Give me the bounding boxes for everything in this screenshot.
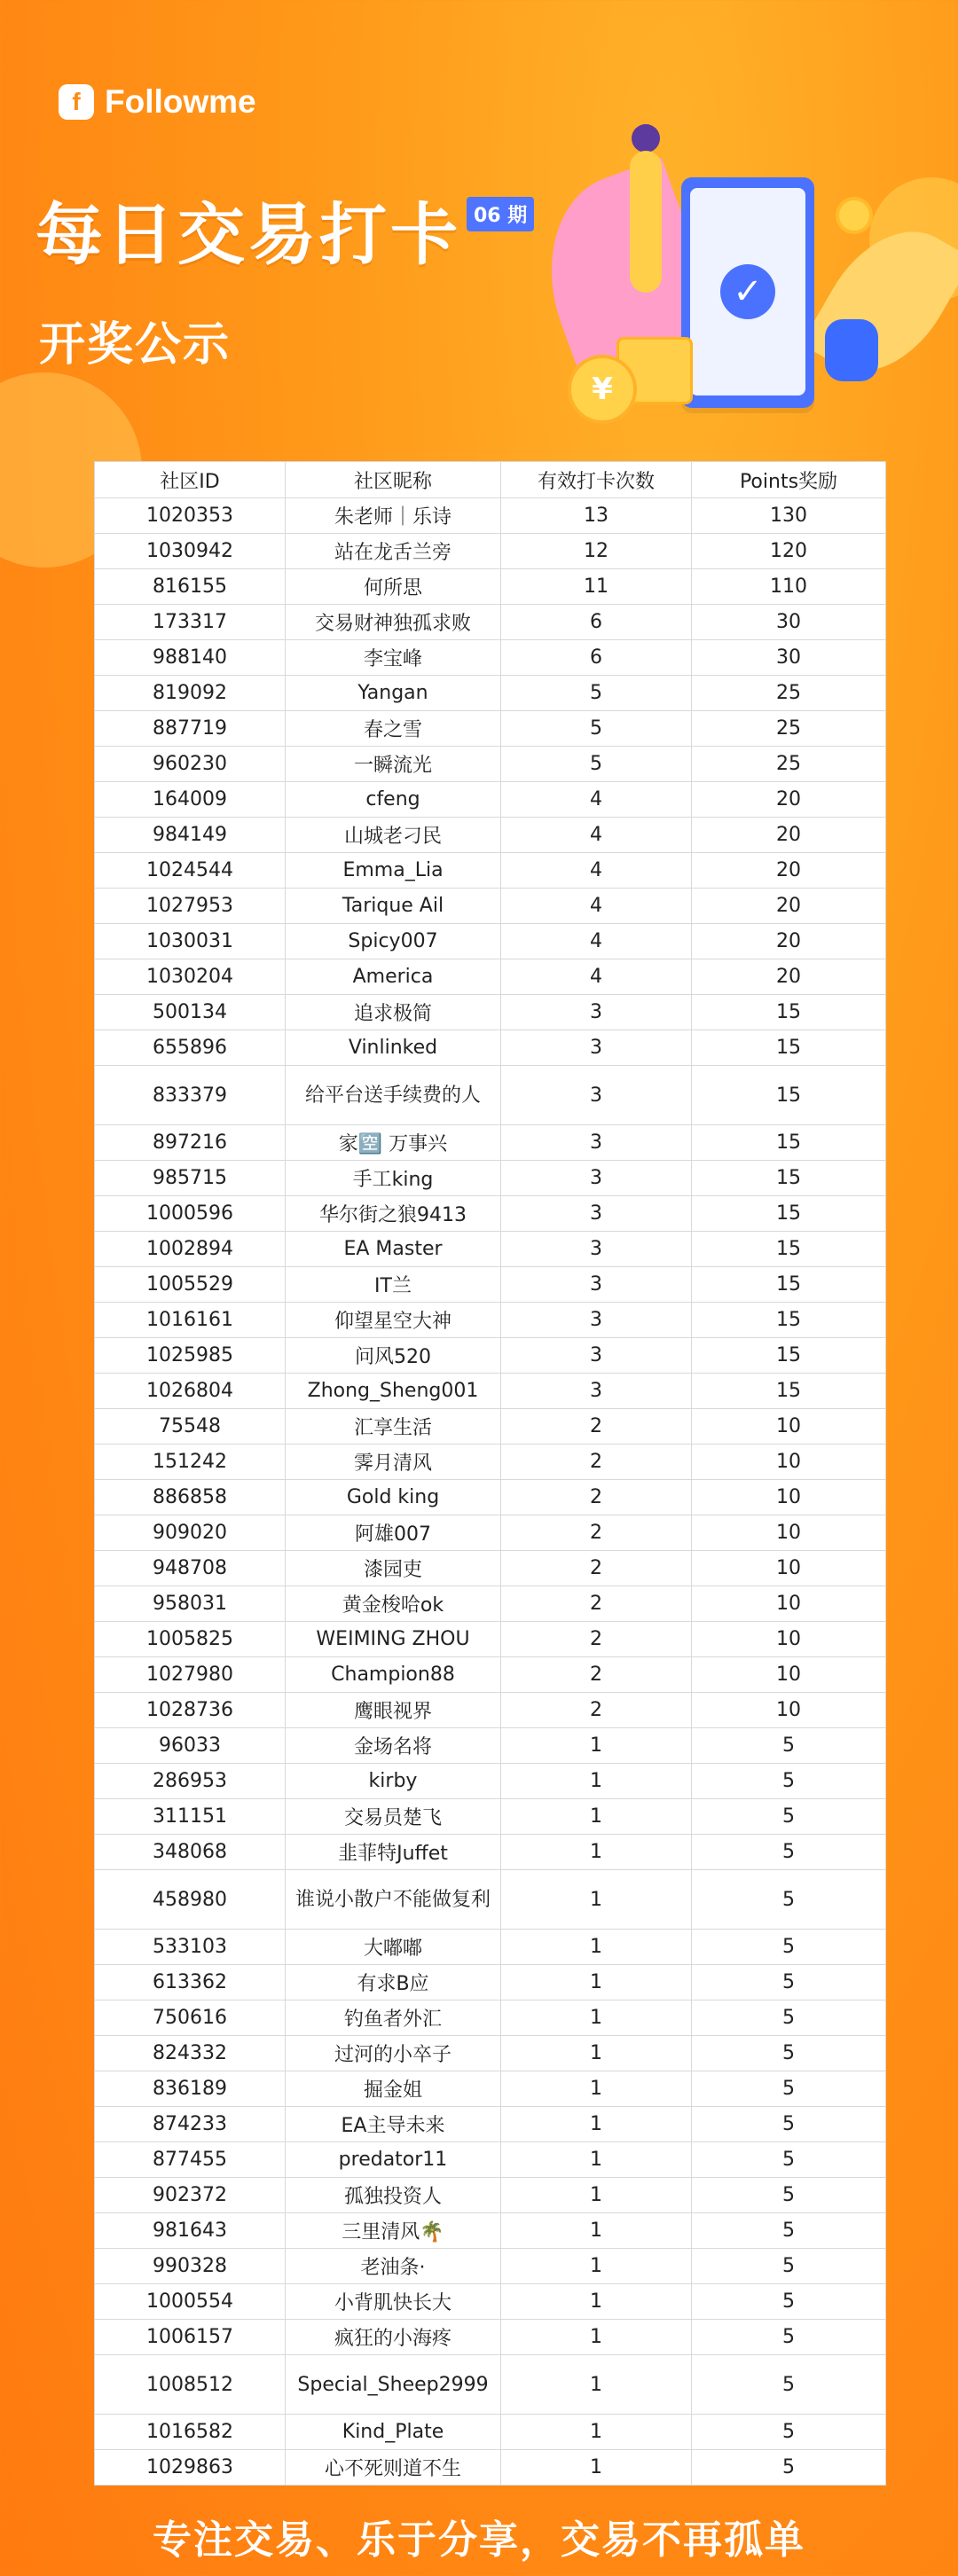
table-row — [95, 1480, 886, 1515]
cell-id: 1026804 — [95, 1374, 286, 1409]
cell-nickname: 手工king — [286, 1161, 501, 1196]
table-row — [95, 1030, 886, 1066]
cell-id: 990328 — [95, 2249, 286, 2284]
table-row — [95, 1586, 886, 1622]
cell-id: 1002894 — [95, 1232, 286, 1267]
cell-nickname: kirby — [286, 1764, 501, 1799]
cell-id: 500134 — [95, 995, 286, 1030]
cell-points: 130 — [692, 498, 886, 534]
cell-id: 1016161 — [95, 1303, 286, 1338]
table-row — [95, 1551, 886, 1586]
cell-points: 5 — [692, 1799, 886, 1835]
table-row — [95, 2415, 886, 2450]
cell-checkins: 1 — [501, 2249, 692, 2284]
table-row — [95, 1835, 886, 1870]
cell-points: 20 — [692, 889, 886, 924]
cell-nickname: WEIMING ZHOU — [286, 1622, 501, 1657]
table-row — [95, 889, 886, 924]
table-row — [95, 995, 886, 1030]
cell-points: 15 — [692, 1125, 886, 1161]
cell-points: 5 — [692, 2071, 886, 2107]
brand-name: Followme — [105, 83, 256, 120]
table-row — [95, 818, 886, 853]
cell-id: 1029863 — [95, 2450, 286, 2486]
cell-id: 981643 — [95, 2213, 286, 2249]
cell-points: 10 — [692, 1586, 886, 1622]
cell-nickname: 李宝峰 — [286, 640, 501, 676]
table-row — [95, 1870, 886, 1930]
table-row — [95, 1125, 886, 1161]
cell-points: 15 — [692, 1303, 886, 1338]
cell-nickname: 老油条· — [286, 2249, 501, 2284]
table-row — [95, 2213, 886, 2249]
cell-id: 833379 — [95, 1066, 286, 1125]
column-header-points: Points奖励 — [692, 462, 886, 498]
table-row — [95, 640, 886, 676]
cell-points: 10 — [692, 1445, 886, 1480]
table-row — [95, 2450, 886, 2486]
cell-checkins: 4 — [501, 959, 692, 995]
table-row — [95, 747, 886, 782]
cell-checkins: 4 — [501, 782, 692, 818]
table-row — [95, 2036, 886, 2071]
cell-nickname: 问风520 — [286, 1338, 501, 1374]
table-row — [95, 2320, 886, 2355]
cell-points: 15 — [692, 1338, 886, 1374]
cell-id: 819092 — [95, 676, 286, 711]
cell-nickname: 朱老师｜乐诗 — [286, 498, 501, 534]
winners-table — [94, 461, 885, 2486]
cell-nickname: 华尔街之狼9413 — [286, 1196, 501, 1232]
cell-checkins: 4 — [501, 889, 692, 924]
cell-points: 5 — [692, 2213, 886, 2249]
cell-checkins: 4 — [501, 818, 692, 853]
cell-nickname: Zhong_Sheng001 — [286, 1374, 501, 1409]
cell-id: 1024544 — [95, 853, 286, 889]
table-row — [95, 1196, 886, 1232]
table-row — [95, 534, 886, 569]
cell-nickname: 何所思 — [286, 569, 501, 605]
cell-id: 164009 — [95, 782, 286, 818]
cell-points: 20 — [692, 818, 886, 853]
cell-nickname: 有求B应 — [286, 1965, 501, 2001]
cell-checkins: 1 — [501, 2415, 692, 2450]
cell-id: 1030942 — [95, 534, 286, 569]
cell-checkins: 5 — [501, 711, 692, 747]
cell-nickname: 韭菲特Juffet — [286, 1835, 501, 1870]
phone-illustration — [681, 177, 814, 408]
cell-points: 10 — [692, 1622, 886, 1657]
cell-id: 96033 — [95, 1728, 286, 1764]
cell-points: 5 — [692, 2001, 886, 2036]
cell-nickname: Emma_Lia — [286, 853, 501, 889]
cell-checkins: 2 — [501, 1409, 692, 1445]
table-row — [95, 1066, 886, 1125]
cell-points: 20 — [692, 853, 886, 889]
cell-checkins: 13 — [501, 498, 692, 534]
cell-points: 5 — [692, 2036, 886, 2071]
table-row — [95, 959, 886, 995]
cell-id: 984149 — [95, 818, 286, 853]
cell-points: 20 — [692, 959, 886, 995]
cell-id: 655896 — [95, 1030, 286, 1066]
cell-nickname: 掘金姐 — [286, 2071, 501, 2107]
cell-checkins: 3 — [501, 1066, 692, 1125]
table-row — [95, 2107, 886, 2142]
table-row — [95, 2071, 886, 2107]
cell-points: 5 — [692, 2450, 886, 2486]
column-header-id: 社区ID — [95, 462, 286, 498]
table-row — [95, 711, 886, 747]
cell-nickname: 大嘟嘟 — [286, 1930, 501, 1965]
cell-id: 874233 — [95, 2107, 286, 2142]
cell-nickname: 漆园吏 — [286, 1551, 501, 1586]
cell-nickname: 疯狂的小海疼 — [286, 2320, 501, 2355]
cell-nickname: 交易财神独孤求败 — [286, 605, 501, 640]
cell-id: 348068 — [95, 1835, 286, 1870]
table-row — [95, 1930, 886, 1965]
cell-id: 1006157 — [95, 2320, 286, 2355]
cell-points: 15 — [692, 1066, 886, 1125]
cell-id: 960230 — [95, 747, 286, 782]
cell-checkins: 1 — [501, 1728, 692, 1764]
cell-id: 877455 — [95, 2142, 286, 2178]
cell-points: 25 — [692, 676, 886, 711]
cell-points: 10 — [692, 1480, 886, 1515]
cell-nickname: America — [286, 959, 501, 995]
cell-checkins: 11 — [501, 569, 692, 605]
table-row — [95, 1728, 886, 1764]
cell-points: 5 — [692, 1870, 886, 1930]
cell-nickname: Champion88 — [286, 1657, 501, 1693]
cell-checkins: 3 — [501, 1196, 692, 1232]
cell-checkins: 2 — [501, 1445, 692, 1480]
table-row — [95, 1409, 886, 1445]
column-header-checkins: 有效打卡次数 — [501, 462, 692, 498]
cell-nickname: 孤独投资人 — [286, 2178, 501, 2213]
cell-nickname: 阿雄007 — [286, 1515, 501, 1551]
table-row — [95, 1232, 886, 1267]
cell-points: 5 — [692, 1835, 886, 1870]
cell-checkins: 3 — [501, 1030, 692, 1066]
cell-nickname: Kind_Plate — [286, 2415, 501, 2450]
cell-nickname: cfeng — [286, 782, 501, 818]
cell-id: 1025985 — [95, 1338, 286, 1374]
cell-points: 15 — [692, 1267, 886, 1303]
page-subtitle: 开奖公示 — [39, 318, 232, 372]
cell-points: 5 — [692, 1965, 886, 2001]
cell-nickname: 黄金梭哈ok — [286, 1586, 501, 1622]
cell-checkins: 1 — [501, 1799, 692, 1835]
cell-id: 985715 — [95, 1161, 286, 1196]
cell-id: 836189 — [95, 2071, 286, 2107]
cell-points: 15 — [692, 995, 886, 1030]
column-header-nickname: 社区昵称 — [286, 462, 501, 498]
cell-checkins: 4 — [501, 924, 692, 959]
cell-points: 15 — [692, 1232, 886, 1267]
cell-nickname: 山城老刁民 — [286, 818, 501, 853]
cell-nickname: 金场名将 — [286, 1728, 501, 1764]
table-header-row — [95, 462, 886, 498]
cell-nickname: 一瞬流光 — [286, 747, 501, 782]
cell-points: 10 — [692, 1693, 886, 1728]
cell-nickname: Vinlinked — [286, 1030, 501, 1066]
cell-checkins: 2 — [501, 1551, 692, 1586]
cell-id: 1030031 — [95, 924, 286, 959]
cell-id: 988140 — [95, 640, 286, 676]
cell-id: 750616 — [95, 2001, 286, 2036]
cell-nickname: Yangan — [286, 676, 501, 711]
cell-id: 1005529 — [95, 1267, 286, 1303]
table-row — [95, 1338, 886, 1374]
cell-points: 10 — [692, 1551, 886, 1586]
cell-nickname: Special_Sheep2999 — [286, 2355, 501, 2415]
table-row — [95, 569, 886, 605]
person-head-illustration — [632, 124, 660, 153]
cell-points: 30 — [692, 640, 886, 676]
cell-nickname: 过河的小卒子 — [286, 2036, 501, 2071]
cell-nickname: 汇享生活 — [286, 1409, 501, 1445]
cell-nickname: 春之雪 — [286, 711, 501, 747]
cell-id: 824332 — [95, 2036, 286, 2071]
cell-id: 311151 — [95, 1799, 286, 1835]
table-row — [95, 2249, 886, 2284]
cell-id: 458980 — [95, 1870, 286, 1930]
table-row — [95, 2284, 886, 2320]
cell-id: 1030204 — [95, 959, 286, 995]
cell-checkins: 3 — [501, 1232, 692, 1267]
table-row — [95, 676, 886, 711]
cell-checkins: 1 — [501, 2355, 692, 2415]
cell-id: 948708 — [95, 1551, 286, 1586]
cell-nickname: 给平台送手续费的人 — [286, 1066, 501, 1125]
followme-logo-icon: f — [59, 84, 94, 120]
table-row — [95, 1657, 886, 1693]
footer-slogan: 专注交易、乐于分享，交易不再孤单 — [153, 2517, 805, 2563]
cell-nickname: 霁月清风 — [286, 1445, 501, 1480]
cell-nickname: EA主导未来 — [286, 2107, 501, 2142]
cell-points: 25 — [692, 711, 886, 747]
table-row — [95, 1515, 886, 1551]
cell-nickname: IT兰 — [286, 1267, 501, 1303]
table-row — [95, 1622, 886, 1657]
table-row — [95, 1161, 886, 1196]
cell-points: 15 — [692, 1030, 886, 1066]
cell-checkins: 2 — [501, 1693, 692, 1728]
cell-checkins: 1 — [501, 2071, 692, 2107]
cell-points: 120 — [692, 534, 886, 569]
cell-checkins: 1 — [501, 1870, 692, 1930]
cell-checkins: 3 — [501, 1303, 692, 1338]
cell-points: 5 — [692, 2284, 886, 2320]
cell-id: 151242 — [95, 1445, 286, 1480]
cell-checkins: 1 — [501, 1930, 692, 1965]
cell-checkins: 6 — [501, 605, 692, 640]
cell-points: 15 — [692, 1161, 886, 1196]
cell-id: 958031 — [95, 1586, 286, 1622]
brand-logo — [59, 83, 256, 121]
cell-id: 816155 — [95, 569, 286, 605]
cell-id: 1020353 — [95, 498, 286, 534]
cell-points: 5 — [692, 1930, 886, 1965]
cell-checkins: 1 — [501, 2284, 692, 2320]
cell-checkins: 6 — [501, 640, 692, 676]
cell-id: 1028736 — [95, 1693, 286, 1728]
table-row — [95, 1374, 886, 1409]
table-row — [95, 1267, 886, 1303]
cell-checkins: 1 — [501, 1965, 692, 2001]
cell-checkins: 1 — [501, 2320, 692, 2355]
cell-nickname: EA Master — [286, 1232, 501, 1267]
cell-id: 1016582 — [95, 2415, 286, 2450]
cell-points: 30 — [692, 605, 886, 640]
cell-points: 20 — [692, 782, 886, 818]
cell-nickname: 追求极简 — [286, 995, 501, 1030]
cell-points: 5 — [692, 1728, 886, 1764]
cell-checkins: 1 — [501, 2142, 692, 2178]
cell-checkins: 3 — [501, 1267, 692, 1303]
cell-nickname: 仰望星空大神 — [286, 1303, 501, 1338]
cell-points: 25 — [692, 747, 886, 782]
cell-points: 110 — [692, 569, 886, 605]
cell-points: 15 — [692, 1196, 886, 1232]
cell-nickname: 三里清风🌴 — [286, 2213, 501, 2249]
cell-points: 5 — [692, 2107, 886, 2142]
cell-id: 613362 — [95, 1965, 286, 2001]
cell-checkins: 1 — [501, 2213, 692, 2249]
cell-id: 173317 — [95, 605, 286, 640]
cell-nickname: Tarique Ail — [286, 889, 501, 924]
table-row — [95, 2355, 886, 2415]
table-row — [95, 605, 886, 640]
cell-checkins: 2 — [501, 1657, 692, 1693]
cell-checkins: 1 — [501, 1764, 692, 1799]
table-row — [95, 2142, 886, 2178]
cell-id: 886858 — [95, 1480, 286, 1515]
table-row — [95, 924, 886, 959]
cell-nickname: 交易员楚飞 — [286, 1799, 501, 1835]
cell-checkins: 1 — [501, 2178, 692, 2213]
cell-id: 1027953 — [95, 889, 286, 924]
cell-id: 897216 — [95, 1125, 286, 1161]
cell-points: 10 — [692, 1515, 886, 1551]
cell-points: 5 — [692, 1764, 886, 1799]
cell-nickname: Spicy007 — [286, 924, 501, 959]
cell-id: 902372 — [95, 2178, 286, 2213]
cell-checkins: 1 — [501, 2450, 692, 2486]
cell-points: 10 — [692, 1657, 886, 1693]
cell-points: 10 — [692, 1409, 886, 1445]
cell-checkins: 2 — [501, 1480, 692, 1515]
cell-points: 5 — [692, 2142, 886, 2178]
cell-checkins: 5 — [501, 676, 692, 711]
cell-checkins: 1 — [501, 2036, 692, 2071]
cell-id: 286953 — [95, 1764, 286, 1799]
cell-id: 1005825 — [95, 1622, 286, 1657]
cell-id: 909020 — [95, 1515, 286, 1551]
table-row — [95, 498, 886, 534]
table-row — [95, 853, 886, 889]
table-row — [95, 2001, 886, 2036]
cell-points: 5 — [692, 2320, 886, 2355]
cell-checkins: 3 — [501, 995, 692, 1030]
cell-checkins: 1 — [501, 1835, 692, 1870]
cell-nickname: 钓鱼者外汇 — [286, 2001, 501, 2036]
cell-nickname: 小背肌快长大 — [286, 2284, 501, 2320]
cell-id: 1027980 — [95, 1657, 286, 1693]
cell-checkins: 3 — [501, 1338, 692, 1374]
cell-id: 887719 — [95, 711, 286, 747]
cell-checkins: 2 — [501, 1515, 692, 1551]
cell-nickname: 心不死则道不生 — [286, 2450, 501, 2486]
cell-checkins: 2 — [501, 1622, 692, 1657]
cell-checkins: 5 — [501, 747, 692, 782]
issue-badge: 06 期 — [467, 197, 534, 231]
cell-points: 5 — [692, 2355, 886, 2415]
cell-id: 1008512 — [95, 2355, 286, 2415]
page-title-block — [35, 181, 534, 278]
person-illustration — [630, 151, 662, 293]
table-row — [95, 1965, 886, 2001]
header-illustration — [532, 124, 914, 426]
cell-id: 1000596 — [95, 1196, 286, 1232]
cell-id: 75548 — [95, 1409, 286, 1445]
cell-points: 5 — [692, 2178, 886, 2213]
cell-nickname: 鹰眼视界 — [286, 1693, 501, 1728]
table-row — [95, 1445, 886, 1480]
cell-checkins: 1 — [501, 2107, 692, 2142]
table-row — [95, 1799, 886, 1835]
yuan-coin-icon: ¥ — [568, 355, 637, 424]
cell-points: 5 — [692, 2249, 886, 2284]
cell-checkins: 4 — [501, 853, 692, 889]
cell-checkins: 3 — [501, 1374, 692, 1409]
cell-nickname: Gold king — [286, 1480, 501, 1515]
table-row — [95, 2178, 886, 2213]
cell-points: 20 — [692, 924, 886, 959]
cell-id: 1000554 — [95, 2284, 286, 2320]
cell-id: 533103 — [95, 1930, 286, 1965]
cell-nickname: 家🈳 万事兴 — [286, 1125, 501, 1161]
cell-checkins: 12 — [501, 534, 692, 569]
cell-nickname: 站在龙舌兰旁 — [286, 534, 501, 569]
person-sitting-illustration — [825, 319, 878, 381]
cell-checkins: 3 — [501, 1125, 692, 1161]
cell-checkins: 2 — [501, 1586, 692, 1622]
table-row — [95, 782, 886, 818]
cell-checkins: 1 — [501, 2001, 692, 2036]
cell-points: 15 — [692, 1374, 886, 1409]
cell-checkins: 3 — [501, 1161, 692, 1196]
cell-nickname: 谁说小散户不能做复利 — [286, 1870, 501, 1930]
table-row — [95, 1764, 886, 1799]
table-row — [95, 1693, 886, 1728]
checkmark-icon: ✓ — [720, 264, 775, 319]
table-row — [95, 1303, 886, 1338]
cell-points: 5 — [692, 2415, 886, 2450]
page-title: 每日交易打卡 — [35, 195, 461, 274]
cell-nickname: predator11 — [286, 2142, 501, 2178]
